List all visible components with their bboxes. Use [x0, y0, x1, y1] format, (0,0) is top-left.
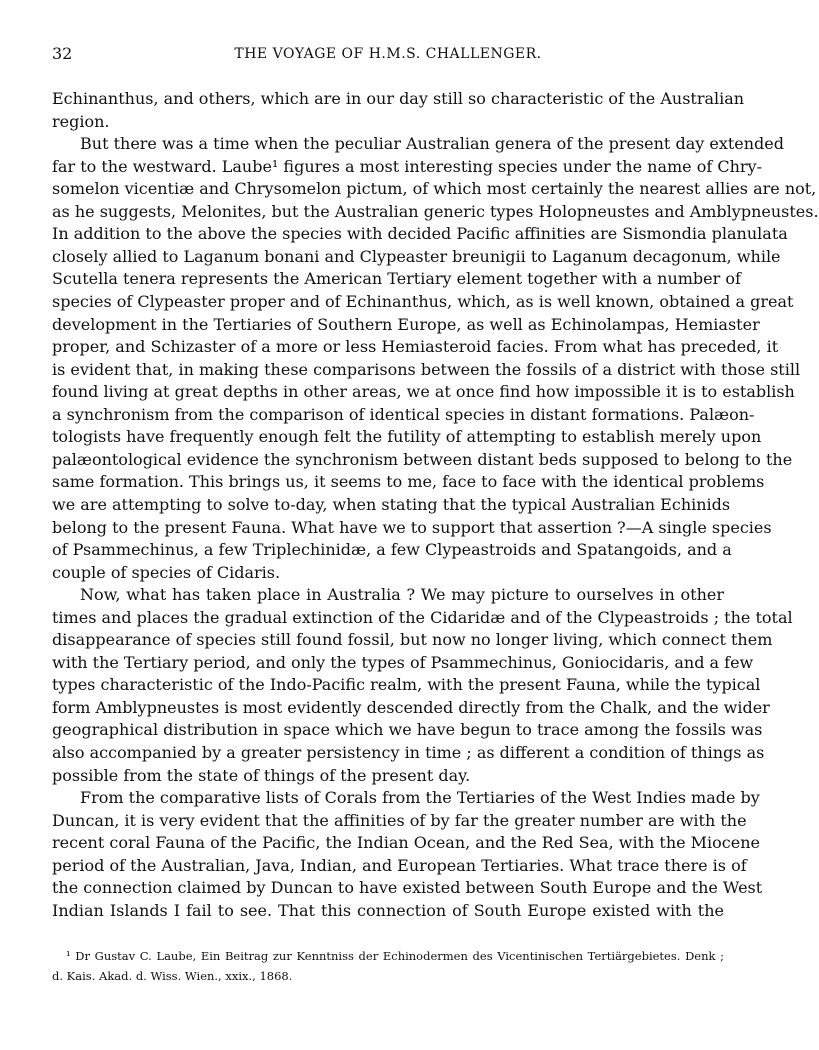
text-line: From the comparative lists of Corals from the Tertiaries of the West Indies made by — [80, 788, 760, 808]
text-line: Indian Islands I fail to see. That this connection of South Europe existed with the — [52, 900, 724, 920]
text-line: possible from the state of things of the present day. — [52, 765, 471, 785]
text-line: couple of species of Cidaris. — [52, 562, 281, 582]
text-line: we are attempting to solve to-day, when stating that the typical Australian Echinids — [52, 494, 731, 514]
text-line: Now, what has taken place in Australia ? We may picture to ourselves in other — [80, 585, 724, 605]
page-number: 32 — [52, 44, 73, 63]
footnote-line: d. Kais. Akad. d. Wiss. Wien., xxix., 1868. — [52, 969, 293, 983]
text-line: Duncan, it is very evident that the affinities of by far the greater number are with the — [52, 810, 747, 830]
text-line: a synchronism from the comparison of identical species in distant formations. Palæon- — [52, 404, 755, 424]
text-line: proper, and Schizaster of a more or less Hemiasteroid facies. From what has preceded, it — [52, 337, 779, 357]
text-line: But there was a time when the peculiar Australian genera of the present day extended — [80, 134, 784, 154]
page-header — [52, 44, 724, 66]
text-line: of Psammechinus, a few Triplechinidæ, a few Clypeastroids and Spatangoids, and a — [52, 540, 732, 559]
text-line: is evident that, in making these comparisons between the fossils of a district with those still — [52, 359, 801, 379]
text-line: types characteristic of the Indo-Pacific realm, with the present Fauna, while the typical — [52, 675, 761, 695]
text-line: closely allied to Laganum bonani and Clypeaster breunigii to Laganum decagonum, while — [52, 246, 781, 266]
text-line: palæontological evidence the synchronism between distant beds supposed to belong to the — [52, 449, 793, 469]
text-line: development in the Tertiaries of Southern Europe, as well as Echinolampas, Hemiaster — [52, 314, 760, 334]
text-line: as he suggests, Melonites, but the Australian generic types Holopneustes and Amblypneustes. — [52, 201, 819, 221]
text-line: far to the westward. Laube¹ figures a most interesting species under the name of Chry- — [52, 156, 762, 176]
text-line: same formation. This brings us, it seems to me, face to face with the identical problems — [52, 472, 765, 492]
text-line: geographical distribution in space which we have begun to trace among the fossils was — [52, 720, 763, 740]
text-line: times and places the gradual extinction of the Cidaridæ and of the Clypeastroids ; the total — [52, 607, 793, 627]
text-line: disappearance of species still found fossil, but now no longer living, which connect them — [52, 630, 773, 650]
text-line: Echinanthus, and others, which are in our day still so characteristic of the Australian — [52, 89, 745, 108]
text-line: species of Clypeaster proper and of Echinanthus, which, as is well known, obtained a great — [52, 292, 794, 311]
text-line: also accompanied by a greater persistency in time ; as different a condition of things as — [52, 743, 765, 762]
text-line: In addition to the above the species with decided Pacific affinities are Sismondia planulata — [52, 224, 788, 244]
text-line: region. — [52, 111, 110, 131]
footnote-line: ¹ Dr Gustav C. Laube, Ein Beitrag zur Kenntniss der Echinodermen des Vicentinischen Tertiärgebietes. Denk ; — [66, 949, 724, 963]
text-line: Scutella tenera represents the American Tertiary element together with a number of — [52, 269, 741, 289]
text-line: form Amblypneustes is most evidently descended directly from the Chalk, and the wider — [52, 697, 770, 717]
text-line: tologists have frequently enough felt the futility of attempting to establish merely upon — [52, 427, 762, 447]
running-title: THE VOYAGE OF H.M.S. CHALLENGER. — [234, 46, 542, 62]
text-line: recent coral Fauna of the Pacific, the Indian Ocean, and the Red Sea, with the Miocene — [52, 833, 761, 853]
text-line: period of the Australian, Java, Indian, and European Tertiaries. What trace there is of — [52, 855, 747, 875]
text-line: with the Tertiary period, and only the types of Psammechinus, Goniocidaris, and a few — [52, 652, 754, 672]
text-line: belong to the present Fauna. What have we to support that assertion ?—A single species — [52, 517, 772, 537]
text-line: somelon vicentiæ and Chrysomelon pictum, of which most certainly the nearest allies are not, — [52, 179, 817, 199]
text-line: the connection claimed by Duncan to have existed between South Europe and the West — [52, 878, 763, 898]
text-line: found living at great depths in other areas, we at once find how impossible it is to establish — [52, 382, 795, 402]
